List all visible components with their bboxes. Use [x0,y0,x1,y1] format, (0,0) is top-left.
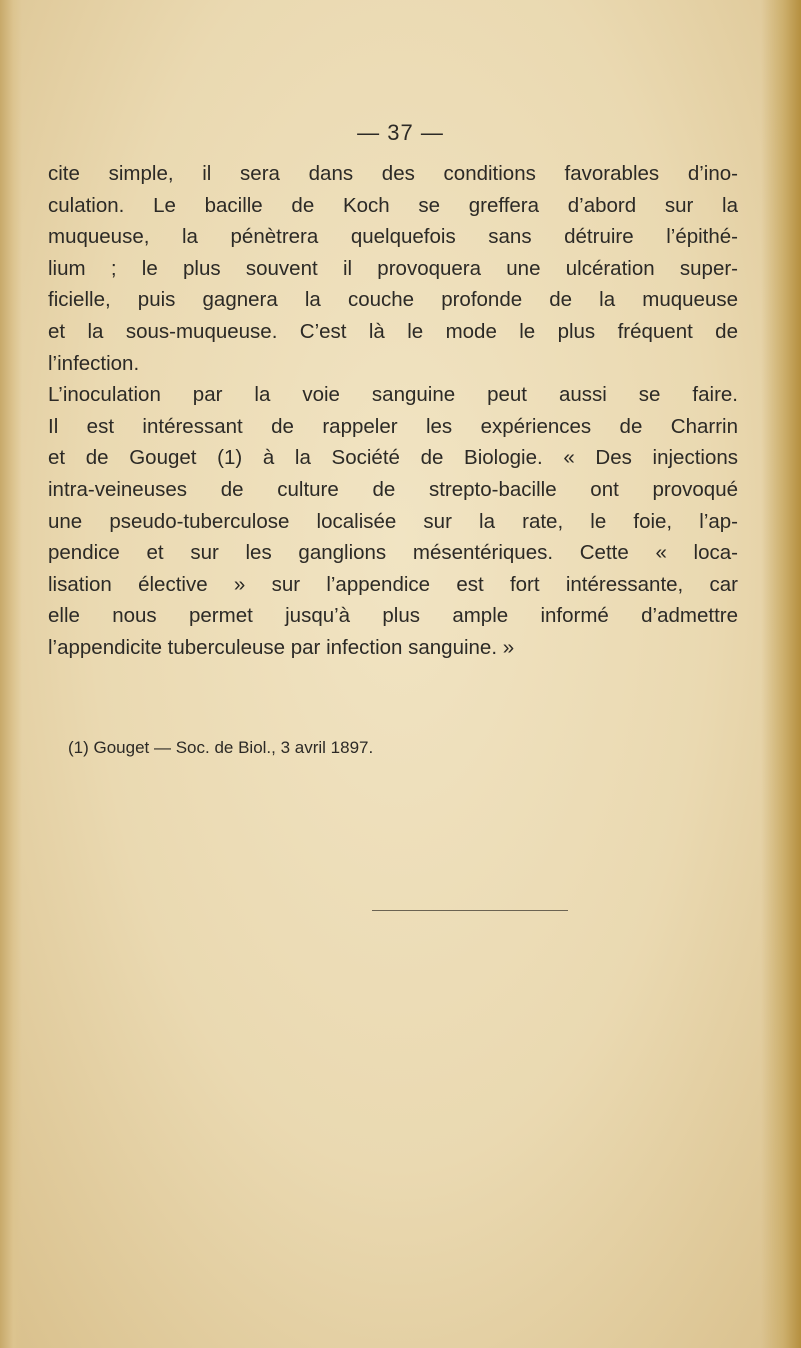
text-line: pendice et sur les ganglions mésentériques. Cette « loca- [48,541,738,565]
page-edge-left [0,0,22,1348]
text-line: ficielle, puis gagnera la couche profonde de la muqueuse [48,288,738,312]
text-line: une pseudo-tuberculose localisée sur la rate, le foie, l’ap- [48,509,738,533]
text-line: elle nous permet jusqu’à plus ample informé d’admettre [48,604,738,628]
page-number: — 37 — [357,120,444,145]
text-line: et de Gouget (1) à la Société de Biologie. « Des injections [48,446,738,470]
text-line: muqueuse, la pénètrera quelquefois sans détruire l’épithé- [48,225,738,249]
text-line: intra-veineuses de culture de strepto-bacille ont provoqué [48,477,738,501]
text-line: L’inoculation par la voie sanguine peut aussi se faire. [48,383,738,407]
horizontal-rule [372,910,568,911]
page-edge-right [761,0,801,1348]
body-text [48,158,738,664]
text-line: l’appendicite tuberculeuse par infection sanguine. » [48,635,515,659]
text-line: cite simple, il sera dans des conditions favorables d’ino- [48,162,738,185]
text-line: l’infection. [48,351,140,375]
text-line: culation. Le bacille de Koch se greffera d’abord sur la [48,193,738,217]
text-line: lium ; le plus souvent il provoquera une ulcération super- [48,256,738,280]
text-line: lisation élective » sur l’appendice est fort intéressante, car [48,572,738,596]
text-line: et la sous-muqueuse. C’est là le mode le plus fréquent de [48,319,738,343]
footnote: (1) Gouget — Soc. de Biol., 3 avril 1897. [68,738,374,757]
text-line: Il est intéressant de rappeler les expériences de Charrin [48,414,738,438]
